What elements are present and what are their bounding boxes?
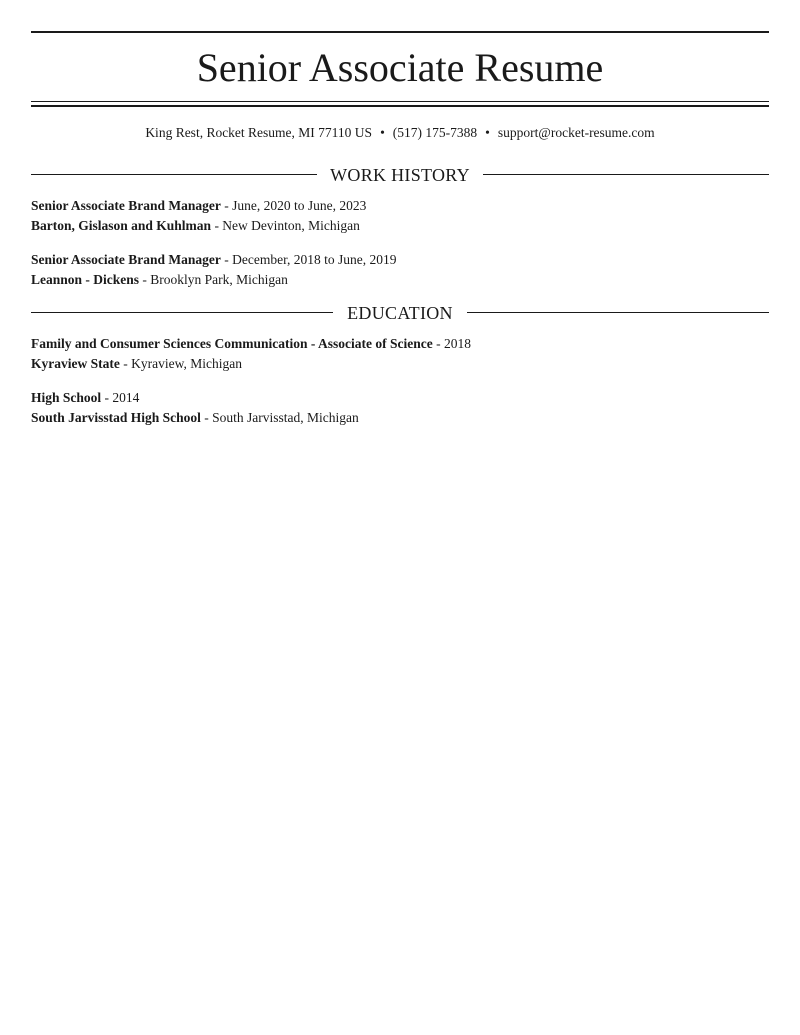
education-entry-school-line	[31, 408, 769, 428]
work-entry-employer-line	[31, 216, 769, 236]
employer-name: Leannon - Dickens	[31, 272, 140, 287]
employer-location: - New Devinton, Michigan	[211, 218, 360, 233]
work-entry	[31, 250, 769, 290]
contact-email: support@rocket-resume.com	[497, 125, 655, 140]
work-entry-employer-line	[31, 270, 769, 290]
contact-address: King Rest, Rocket Resume, MI 77110 US	[145, 125, 373, 140]
top-rule	[31, 31, 769, 33]
degree-year: - 2014	[101, 390, 140, 405]
education-entry-degree-line	[31, 334, 769, 354]
contact-phone: (517) 175-7388	[392, 125, 478, 140]
section-title-education: EDUCATION	[347, 303, 453, 323]
job-dates: - December, 2018 to June, 2019	[220, 252, 397, 267]
job-dates: - June, 2020 to June, 2023	[220, 198, 367, 213]
employer-location: - Brooklyn Park, Michigan	[139, 272, 288, 287]
title-rule-thin	[31, 101, 769, 102]
section-title-work-history: WORK HISTORY	[330, 165, 470, 185]
education-entry-degree-line	[31, 388, 769, 408]
education-entry	[31, 334, 769, 374]
work-entry	[31, 196, 769, 236]
contact-separator: •	[380, 125, 385, 140]
section-heading-education	[31, 301, 769, 325]
education-entry-school-line	[31, 354, 769, 374]
section-heading-work-history	[31, 163, 769, 187]
section-rule-right	[467, 312, 769, 313]
job-title: Senior Associate Brand Manager	[31, 198, 221, 213]
work-entry-title-line	[31, 250, 769, 270]
section-rule-right	[483, 174, 769, 175]
title-rule-thick	[31, 105, 769, 107]
contact-line	[31, 123, 769, 143]
degree-name: Family and Consumer Sciences Communication - Associate of Science	[31, 336, 433, 351]
page-title: Senior Associate Resume	[196, 45, 604, 90]
work-entry-title-line	[31, 196, 769, 216]
school-location: - South Jarvisstad, Michigan	[200, 410, 359, 425]
employer-name: Barton, Gislason and Kuhlman	[31, 218, 212, 233]
school-location: - Kyraview, Michigan	[119, 356, 242, 371]
degree-year: - 2018	[432, 336, 471, 351]
job-title: Senior Associate Brand Manager	[31, 252, 221, 267]
school-name: South Jarvisstad High School	[31, 410, 201, 425]
school-name: Kyraview State	[31, 356, 120, 371]
contact-separator: •	[485, 125, 490, 140]
degree-name: High School	[31, 390, 102, 405]
education-entry	[31, 388, 769, 428]
